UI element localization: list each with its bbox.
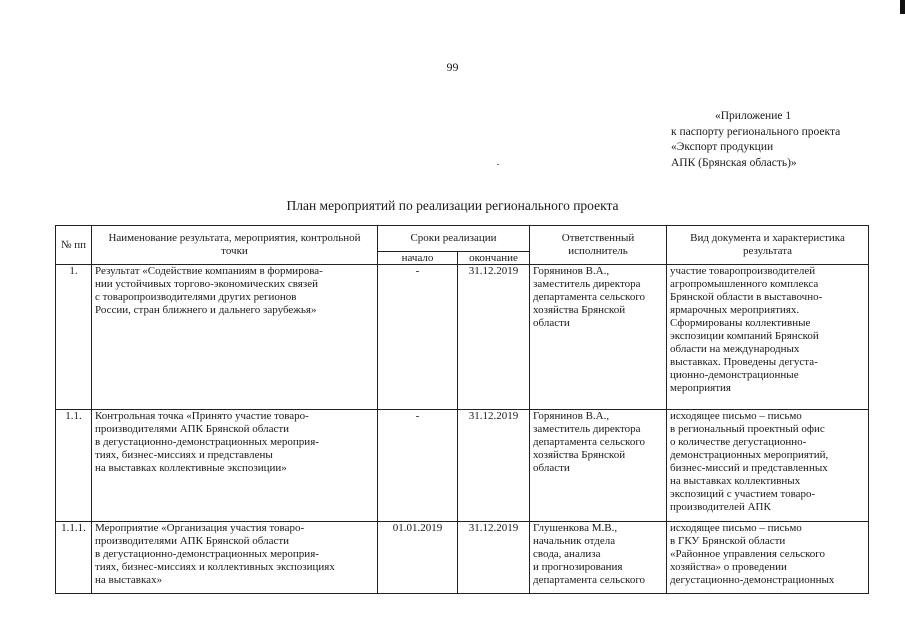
row-start: - [378, 265, 458, 410]
row-name: Контрольная точка «Принято участие товаро- производителями АПК Брянской области в дегустационно-демонстрационных мероприя- тиях, бизнес-миссиях и представлены на выставках коллективные экспозиции» [92, 410, 378, 522]
row-responsible: Горянинов В.А., заместитель директора департамента сельского хозяйства Брянской области [530, 410, 667, 522]
document-title: План мероприятий по реализации регионального проекта [286, 198, 619, 213]
row-end: 31.12.2019 [458, 265, 530, 410]
row-responsible-text: Глушенкова М.В., начальник отдела свода, анализа и прогнозирования департамента сельского [533, 522, 646, 586]
row-name-text: Мероприятие «Организация участия товаро- производителями АПК Брянской области в дегустационно-демонстрационных мероприя- тиях, бизнес-миссиях и коллективных экспозициях на выставках» [95, 522, 335, 586]
col-header-start: начало [378, 252, 458, 265]
col-header-name: Наименование результата, мероприятия, контрольной точки [92, 226, 378, 265]
page-edge-mark [900, 0, 905, 14]
row-responsible: Горянинов В.А., заместитель директора департамента сельского хозяйства Брянской области [530, 265, 667, 410]
action-plan-table [55, 225, 869, 594]
row-end: 31.12.2019 [458, 522, 530, 594]
row-name: Результат «Содействие компаниям в формирова- нии устойчивых торгово-экономических связей с товаропроизводителями других регионов России, стран ближнего и дальнего зарубежья» [92, 265, 378, 410]
appendix-line: «Экспорт продукции [671, 141, 774, 153]
row-start: - [378, 410, 458, 522]
row-doc [667, 522, 869, 594]
col-header-doc: Вид документа и характеристика результата [667, 226, 869, 265]
appendix-line: «Приложение 1 [715, 110, 792, 122]
page-number: 99 [446, 60, 459, 74]
row-start: 01.01.2019 [378, 522, 458, 594]
table-header-row [56, 226, 869, 252]
row-doc-text: исходящее письмо – письмо в ГКУ Брянской области «Районное управления сельского хозяйства» о проведении дегустационно-демонстрационных [670, 522, 835, 586]
table-row [56, 522, 869, 594]
table-row [56, 410, 869, 522]
row-number: 1.1.1. [56, 522, 92, 594]
appendix-line: к паспорту регионального проекта [671, 125, 841, 138]
row-number: 1. [56, 265, 92, 410]
appendix-line: АПК (Брянская область)» [671, 156, 797, 169]
row-number: 1.1. [56, 410, 92, 522]
col-header-num: № пп [56, 226, 92, 265]
scan-speck [497, 164, 499, 165]
row-doc: участие товаропроизводителей агропромышленного комплекса Брянской области в выставочно- ярмарочных мероприятиях. Сформированы коллективные экспозиции компаний Брянской области на международных выставках. Проведены дегуста- ционно-демонстрационные мероприятия [667, 265, 869, 410]
appendix-note [671, 109, 840, 171]
col-header-dates: Сроки реализации [378, 226, 530, 252]
row-name [92, 522, 378, 594]
table-row [56, 265, 869, 410]
row-responsible [530, 522, 667, 594]
col-header-responsible: Ответственный исполнитель [530, 226, 667, 265]
row-end: 31.12.2019 [458, 410, 530, 522]
col-header-end: окончание [458, 252, 530, 265]
row-doc: исходящее письмо – письмо в региональный проектный офис о количестве дегустационно- демонстрационных мероприятий, бизнес-миссий и представленных на выставках коллективных экспозиций с участием товаро- производителей АПК [667, 410, 869, 522]
